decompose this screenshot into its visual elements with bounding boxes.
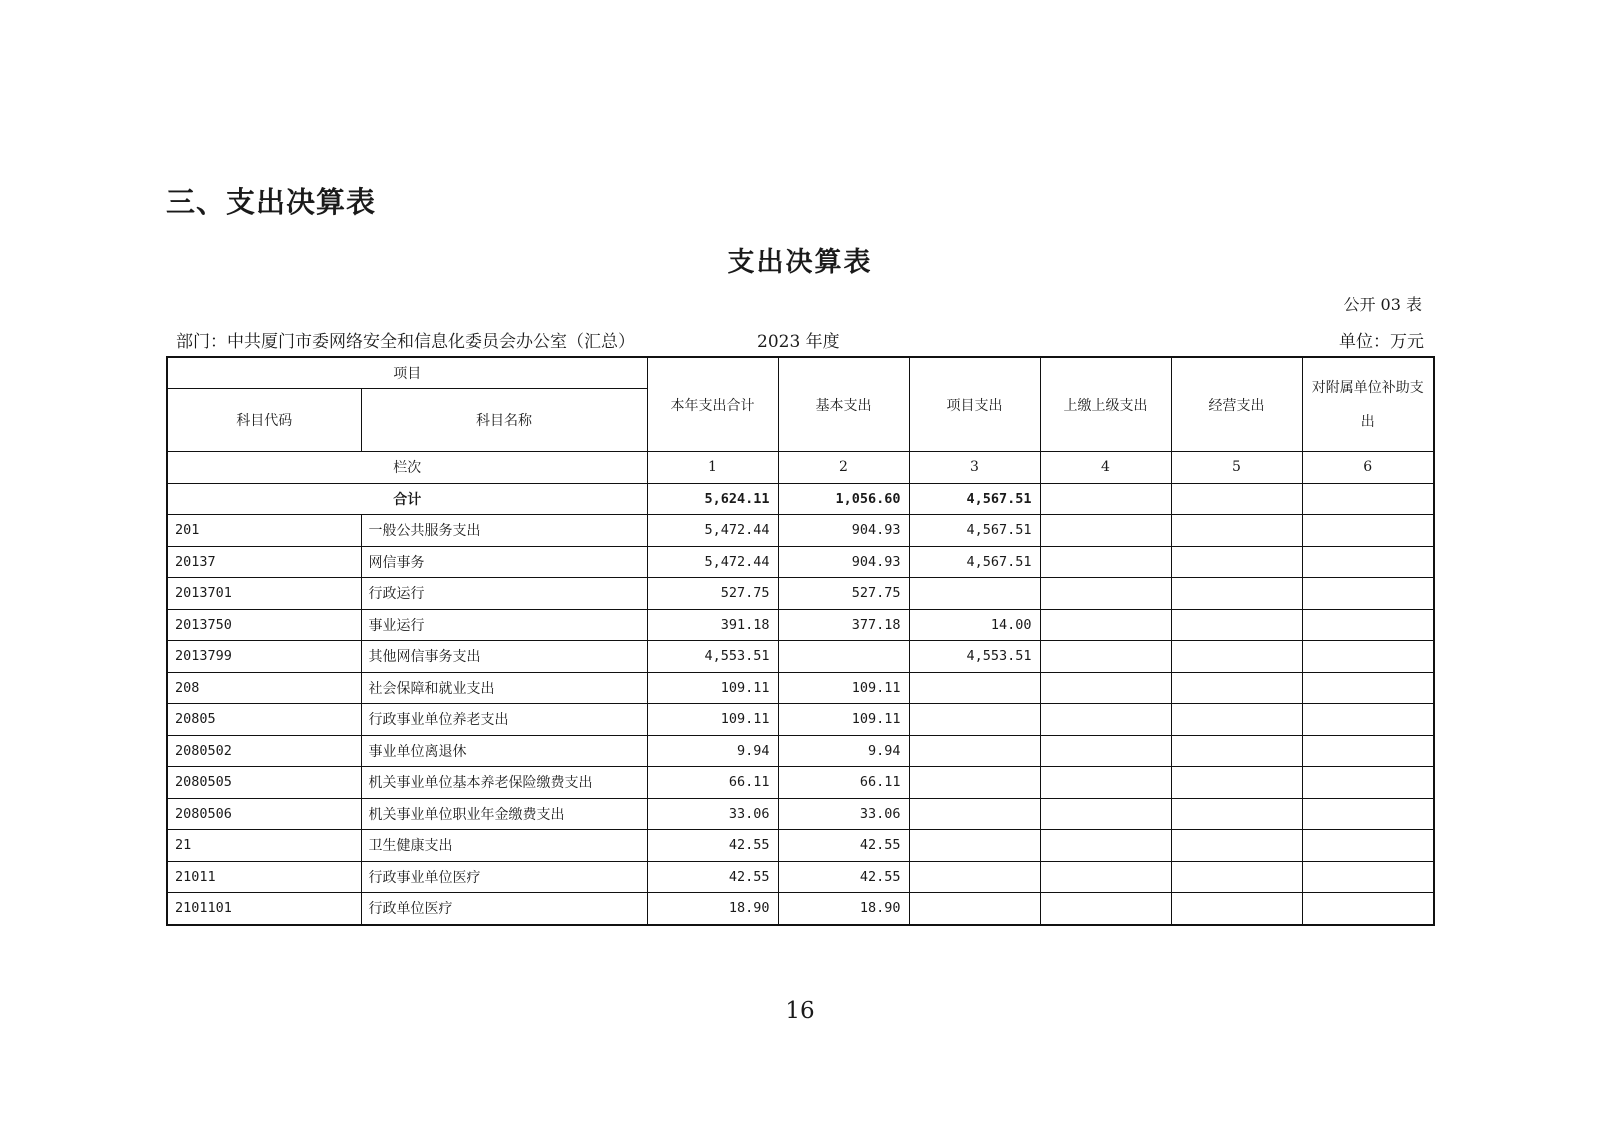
- row-value: 5,472.44: [647, 546, 778, 578]
- page-number: 16: [785, 998, 815, 1024]
- header-col-6: 对附属单位补助支出: [1302, 357, 1434, 452]
- row-value: 527.75: [778, 578, 909, 610]
- row-value: 109.11: [647, 672, 778, 704]
- table-row: [167, 704, 1434, 736]
- row-value: [1040, 578, 1171, 610]
- row-value: [1040, 641, 1171, 673]
- total-cell: 4,567.51: [909, 483, 1040, 515]
- row-value: [1302, 609, 1434, 641]
- row-value: [1171, 672, 1302, 704]
- row-name: 事业单位离退休: [361, 735, 647, 767]
- row-value: 18.90: [778, 893, 909, 925]
- row-value: [1040, 861, 1171, 893]
- row-value: [1171, 515, 1302, 547]
- row-name: 行政事业单位养老支出: [361, 704, 647, 736]
- row-value: [1171, 704, 1302, 736]
- row-value: [1302, 893, 1434, 925]
- column-index: 1: [647, 452, 778, 484]
- table-row: [167, 798, 1434, 830]
- header-col-5: 经营支出: [1171, 357, 1302, 452]
- row-code: 2080505: [167, 767, 361, 799]
- row-value: [1302, 515, 1434, 547]
- row-value: [1040, 735, 1171, 767]
- row-value: [1302, 546, 1434, 578]
- unit-label: 单位：万元: [1339, 332, 1424, 352]
- row-code: 2080506: [167, 798, 361, 830]
- row-name: 机关事业单位职业年金缴费支出: [361, 798, 647, 830]
- header-col-3: 项目支出: [909, 357, 1040, 452]
- row-value: [909, 704, 1040, 736]
- table-row: [167, 767, 1434, 799]
- table-row: [167, 830, 1434, 862]
- table-row: [167, 641, 1434, 673]
- total-row: [167, 483, 1434, 515]
- table-title: 支出决算表: [727, 247, 873, 278]
- row-value: [1040, 798, 1171, 830]
- row-value: [1171, 609, 1302, 641]
- row-code: 21011: [167, 861, 361, 893]
- row-value: 42.55: [647, 861, 778, 893]
- row-value: [1040, 830, 1171, 862]
- row-value: [1302, 830, 1434, 862]
- row-value: 14.00: [909, 609, 1040, 641]
- row-value: [1040, 893, 1171, 925]
- header-col-4: 上缴上级支出: [1040, 357, 1171, 452]
- row-code: 2080502: [167, 735, 361, 767]
- expenditure-table: [166, 356, 1435, 926]
- row-code: 2101101: [167, 893, 361, 925]
- row-value: [1040, 767, 1171, 799]
- table-row: [167, 861, 1434, 893]
- total-cell: 5,624.11: [647, 483, 778, 515]
- row-value: [1302, 861, 1434, 893]
- row-value: [909, 798, 1040, 830]
- total-cell: [1171, 483, 1302, 515]
- row-value: [1171, 641, 1302, 673]
- row-value: 4,567.51: [909, 546, 1040, 578]
- table-row: [167, 609, 1434, 641]
- row-value: 42.55: [778, 861, 909, 893]
- row-value: [1302, 704, 1434, 736]
- row-value: 109.11: [778, 672, 909, 704]
- section-heading: 三、支出决算表: [166, 185, 377, 219]
- row-value: 4,553.51: [909, 641, 1040, 673]
- row-value: 4,567.51: [909, 515, 1040, 547]
- table-row: [167, 893, 1434, 925]
- row-value: [909, 830, 1040, 862]
- row-code: 20805: [167, 704, 361, 736]
- row-value: 66.11: [647, 767, 778, 799]
- row-code: 2013701: [167, 578, 361, 610]
- header-name: 科目名称: [361, 389, 647, 452]
- row-name: 事业运行: [361, 609, 647, 641]
- row-value: 66.11: [778, 767, 909, 799]
- column-index: 5: [1171, 452, 1302, 484]
- column-index: 6: [1302, 452, 1434, 484]
- row-value: [1302, 672, 1434, 704]
- row-value: [909, 767, 1040, 799]
- row-value: [1171, 546, 1302, 578]
- row-name: 机关事业单位基本养老保险缴费支出: [361, 767, 647, 799]
- header-col-2: 基本支出: [778, 357, 909, 452]
- total-cell: [1302, 483, 1434, 515]
- total-cell: [1040, 483, 1171, 515]
- table-row: [167, 515, 1434, 547]
- row-value: 904.93: [778, 515, 909, 547]
- total-cell: 1,056.60: [778, 483, 909, 515]
- row-value: [1040, 609, 1171, 641]
- row-value: 5,472.44: [647, 515, 778, 547]
- row-name: 网信事务: [361, 546, 647, 578]
- row-value: [1171, 578, 1302, 610]
- row-value: [909, 893, 1040, 925]
- row-name: 一般公共服务支出: [361, 515, 647, 547]
- department-label: 部门：中共厦门市委网络安全和信息化委员会办公室（汇总）: [176, 332, 635, 352]
- table-row: [167, 735, 1434, 767]
- row-value: [1040, 704, 1171, 736]
- row-value: 9.94: [647, 735, 778, 767]
- column-index: 3: [909, 452, 1040, 484]
- table-row: [167, 578, 1434, 610]
- row-value: 33.06: [647, 798, 778, 830]
- row-value: 42.55: [647, 830, 778, 862]
- row-value: [1302, 641, 1434, 673]
- row-value: 109.11: [647, 704, 778, 736]
- row-value: [1302, 798, 1434, 830]
- row-name: 社会保障和就业支出: [361, 672, 647, 704]
- row-value: [1040, 672, 1171, 704]
- row-value: [1171, 893, 1302, 925]
- row-name: 其他网信事务支出: [361, 641, 647, 673]
- row-code: 21: [167, 830, 361, 862]
- form-code: 公开 03 表: [1343, 295, 1422, 314]
- row-value: [1171, 767, 1302, 799]
- row-value: 904.93: [778, 546, 909, 578]
- row-code: 2013750: [167, 609, 361, 641]
- row-value: [1171, 735, 1302, 767]
- row-name: 行政运行: [361, 578, 647, 610]
- row-value: [778, 641, 909, 673]
- table-row: [167, 546, 1434, 578]
- row-code: 20137: [167, 546, 361, 578]
- row-code: 2013799: [167, 641, 361, 673]
- row-value: 9.94: [778, 735, 909, 767]
- total-label: 合计: [167, 483, 647, 515]
- row-value: [1171, 830, 1302, 862]
- row-value: 527.75: [647, 578, 778, 610]
- row-code: 201: [167, 515, 361, 547]
- header-code: 科目代码: [167, 389, 361, 452]
- row-name: 行政事业单位医疗: [361, 861, 647, 893]
- row-value: 391.18: [647, 609, 778, 641]
- row-value: 109.11: [778, 704, 909, 736]
- row-value: [1171, 861, 1302, 893]
- header-col-1: 本年支出合计: [647, 357, 778, 452]
- column-index: 2: [778, 452, 909, 484]
- row-value: 4,553.51: [647, 641, 778, 673]
- row-value: [1302, 578, 1434, 610]
- fiscal-year: 2023 年度: [757, 332, 840, 352]
- row-value: 18.90: [647, 893, 778, 925]
- row-value: [1040, 546, 1171, 578]
- row-value: [909, 578, 1040, 610]
- row-value: [1040, 515, 1171, 547]
- row-value: 377.18: [778, 609, 909, 641]
- row-value: [909, 735, 1040, 767]
- row-value: [1302, 767, 1434, 799]
- row-name: 行政单位医疗: [361, 893, 647, 925]
- row-value: [1302, 735, 1434, 767]
- column-index: 4: [1040, 452, 1171, 484]
- row-value: [909, 861, 1040, 893]
- row-code: 208: [167, 672, 361, 704]
- row-value: 33.06: [778, 798, 909, 830]
- header-project: 项目: [167, 357, 647, 389]
- table-row: [167, 672, 1434, 704]
- row-value: [909, 672, 1040, 704]
- row-name: 卫生健康支出: [361, 830, 647, 862]
- column-index-label: 栏次: [167, 452, 647, 484]
- row-value: 42.55: [778, 830, 909, 862]
- row-value: [1171, 798, 1302, 830]
